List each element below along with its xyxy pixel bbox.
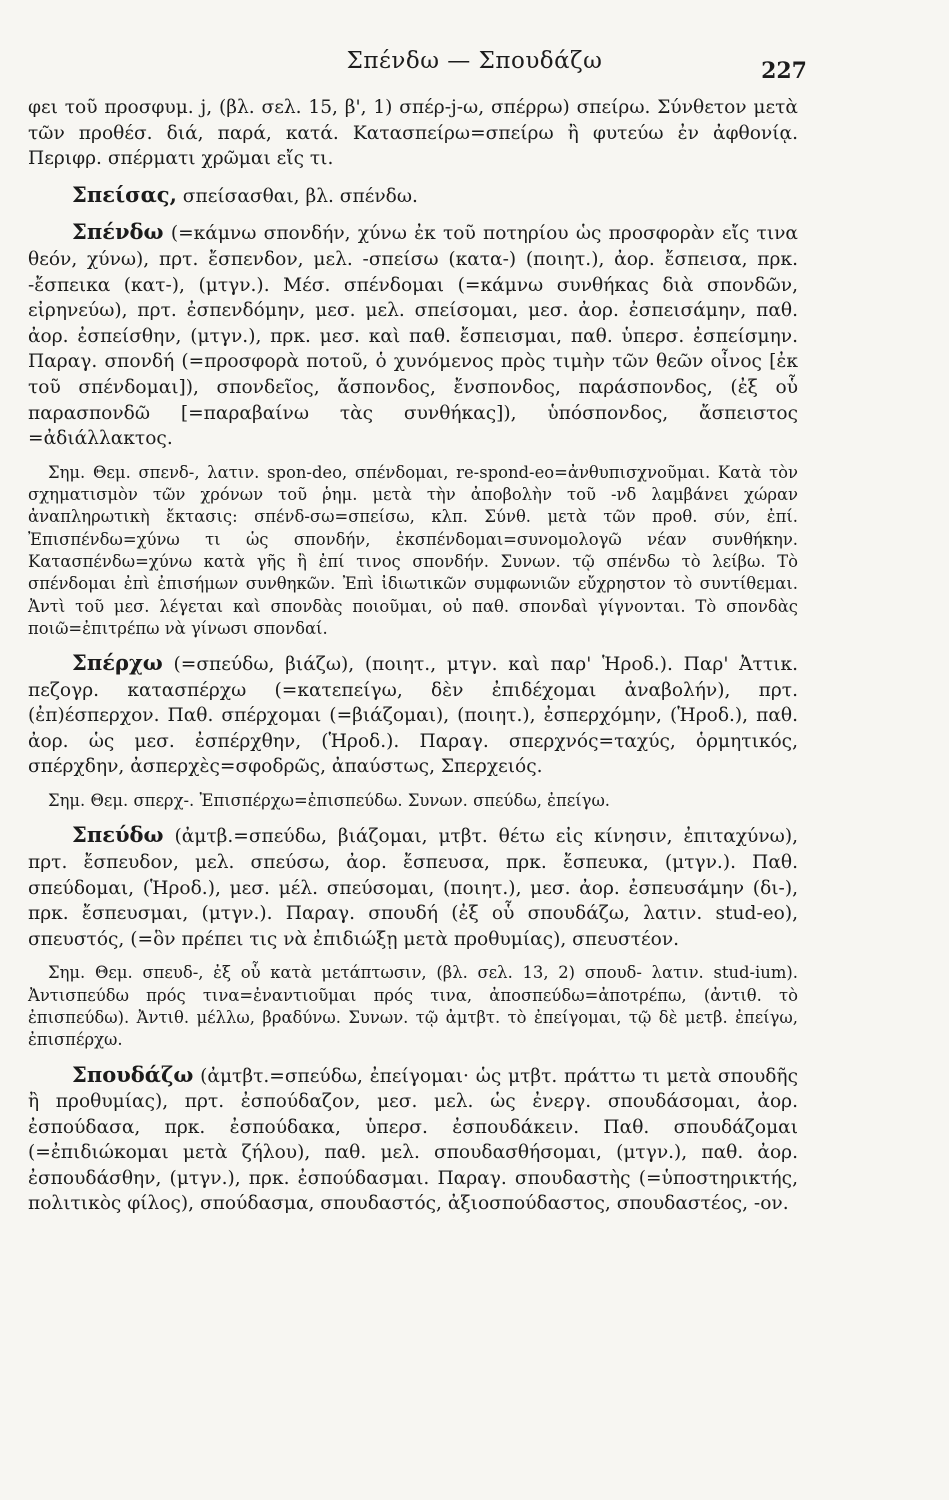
note-spendo [28,462,798,640]
entry-text: σπείσασθαι, βλ. σπένδω. [176,185,418,207]
entry-continuation [28,95,798,172]
entry-text: (=κάμνω σπονδήν, χύνω ἐκ τοῦ ποτηρίου ὡς προσφορὰν εἴς τινα θεόν, χύνω), πρτ. ἔσπενδον, μελ. -σπείσω (κατα-) (ποιητ.), ἀορ. ἔσπεισα, πρκ. -ἔσπεικα (κατ-), (μτγν.). Μέσ. σπένδομαι (=κάμνω συνθήκας διὰ σπονδῶν, εἰρηνεύω), πρτ. ἐσπενδόμην, μεσ. μελ. σπείσομαι, μεσ. ἀορ. ἐσπεισάμην, παθ. ἀορ. ἐσπείσθην, (μτγν.), πρκ. μεσ. καὶ παθ. ἔσπεισμαι, παθ. ὑπερσ. ἐσπείσμην. Παραγ. σπονδή (=προσφορὰ ποτοῦ, ὁ χυνόμενος πρὸς τιμὴν τῶν θεῶν οἶνος [ἐκ τοῦ σπένδομαι]), σπονδεῖος, ἄσπονδος, ἔνσπονδος, παράσπονδος, (ἐξ οὗ παρασπονδῶ [=παραβαίνω τὰς συνθήκας]), ὑπόσπονδος, ἄσπειστος =ἀδιάλλακτος. [28,223,798,450]
headword: Σπείσας, [72,181,177,207]
running-head: Σπένδω — Σπουδάζω [346,48,603,74]
entry-speudo [28,822,798,952]
note-text: Σημ. Θεμ. σπενδ-, λατιν. spon-deo, σπένδομαι, re-spond-eo=ἀνθυπισχνοῦμαι. Κατὰ τὸν σχηματισμὸν τῶν χρόνων τοῦ ῥημ. μετὰ τὴν ἀποβολὴν τοῦ -νδ λαμβάνει χώραν ἀναπληρωτικὴ ἔκτασις: σπένδ-σω=σπείσω, κλπ. Σύνθ. μετὰ τῶν προθ. σύν, ἐπί. Ἐπισπένδω=χύνω τι ὡς σπονδήν, ἐκσπένδομαι=συνομολογῶ νέαν συνθήκην. Κατασπένδω=χύνω κατὰ γῆς ἢ ἐπί τινος σπονδήν. Συνων. τῷ σπένδω τὸ λείβω. Τὸ σπένδομαι ἐπὶ ἐπισήμων συνθηκῶν. Ἐπὶ ἰδιωτικῶν συμφωνιῶν εὔχρηστον τὸ συντίθεμαι. Ἀντὶ τοῦ μεσ. λέγεται καὶ σπονδὰς ποιοῦμαι, οὐ παθ. σπονδαὶ γίγνονται. Τὸ σπονδὰς ποιῶ=ἐπιτρέπω νὰ γίνωσι σπονδαί. [28,462,798,638]
page-header [0,44,949,84]
dictionary-body [28,95,798,1227]
note-speudo [28,962,798,1051]
headword: Σπεύδω [72,822,164,848]
entry-text: φει τοῦ προσφυμ. j, (βλ. σελ. 15, β', 1) σπέρ-j-ω, σπέρρω) σπείρω. Σύνθετον μετὰ τῶν προθέσ. διά, παρά, κατά. Κατασπείρω=σπείρω ἢ φυτεύω ἐν ἀφθονίᾳ. Περιφρ. σπέρματι χρῶμαι εἴς τι. [28,97,798,170]
note-sperxo [28,790,798,812]
entry-sperxo [28,650,798,780]
entry-text: (ἀμτβ.=σπεύδω, βιάζομαι, μτβτ. θέτω εἰς κίνησιν, ἐπιταχύνω), πρτ. ἔσπευδον, μελ. σπεύσω, ἀορ. ἔσπευσα, πρκ. ἔσπευκα, (μτγν.). Παθ. σπεύδομαι, (Ἡροδ.), μεσ. μέλ. σπεύσομαι, (ποιητ.), μεσ. ἀορ. ἐσπευσάμην (δι-), πρκ. ἔσπευσμαι, (μτγν.). Παραγ. σπουδή (ἐξ οὗ σπουδάζω, λατιν. stud-eo), σπευστός, (=ὃν πρέπει τις νὰ ἐπιδιώξῃ μετὰ προθυμίας), σπευστέον. [28,826,798,950]
entry-text: (ἀμτβτ.=σπεύδω, ἐπείγομαι· ὡς μτβτ. πράττω τι μετὰ σπουδῆς ἢ προθυμίας), πρτ. ἐσπούδαζον, μεσ. μελ. ὡς ἐνεργ. σπουδάσομαι, ἀορ. ἐσπούδασα, πρκ. ἐσπούδακα, ὑπερσ. ἐσπουδάκειν. Παθ. σπουδάζομαι (=ἐπιδιώκομαι μετὰ ζήλου), παθ. μελ. σπουδασθήσομαι, (μτγν.), παθ. ἀορ. ἐσπουδάσθην, (μτγν.), πρκ. ἐσπούδασμαι. Παραγ. σπουδαστὴς (=ὑποστηρικτής, πολιτικὸς φίλος), σπούδασμα, σπουδαστός, ἀξιοσπούδαστος, σπουδαστέος, -ον. [28,1065,798,1215]
note-text: Σημ. Θεμ. σπευδ-, ἐξ οὗ κατὰ μετάπτωσιν, (βλ. σελ. 13, 2) σπουδ- λατιν. stud-ium). Ἀντισπεύδω πρός τινα=ἐναντιοῦμαι πρός τινα, ἀποσπεύδω=ἀποτρέπω, (ἀντιθ. τὸ ἐπισπεύδω). Ἀντιθ. μέλλω, βραδύνω. Συνων. τῷ ἀμτβτ. τὸ ἐπείγομαι, τῷ δὲ μετβ. ἐπείγω, ἐπισπέρχω. [28,963,798,1050]
entry-spoudazo [28,1062,798,1218]
entry-text: (=σπεύδω, βιάζω), (ποιητ., μτγν. καὶ παρ' Ἡροδ.). Παρ' Ἀττικ. πεζογρ. κατασπέρχω (=κατεπείγω, δὲν ἐπιδέχομαι ἀναβολήν), πρτ. (ἐπ)έσπερχον. Παθ. σπέρχομαι (=βιάζομαι), (ποιητ.), ἐσπερχόμην, (Ἡροδ.), παθ. ἀορ. ὡς μεσ. ἐσπέρχθην, (Ἡροδ.). Παραγ. σπερχνός=ταχύς, ὁρμητικός, σπέρχδην, ἀσπερχὲς=σφοδρῶς, ἀπαύστως, Σπερχειός. [28,654,798,778]
entry-spendo [28,219,798,451]
headword: Σπένδω [72,219,164,245]
page-number: 227 [761,58,807,84]
entry-speisas [28,182,798,210]
note-text: Σημ. Θεμ. σπερχ-. Ἐπισπέρχω=ἐπισπεύδω. Συνων. σπεύδω, ἐπείγω. [48,791,611,811]
headword: Σπουδάζω [72,1061,194,1087]
headword: Σπέρχω [72,650,163,676]
